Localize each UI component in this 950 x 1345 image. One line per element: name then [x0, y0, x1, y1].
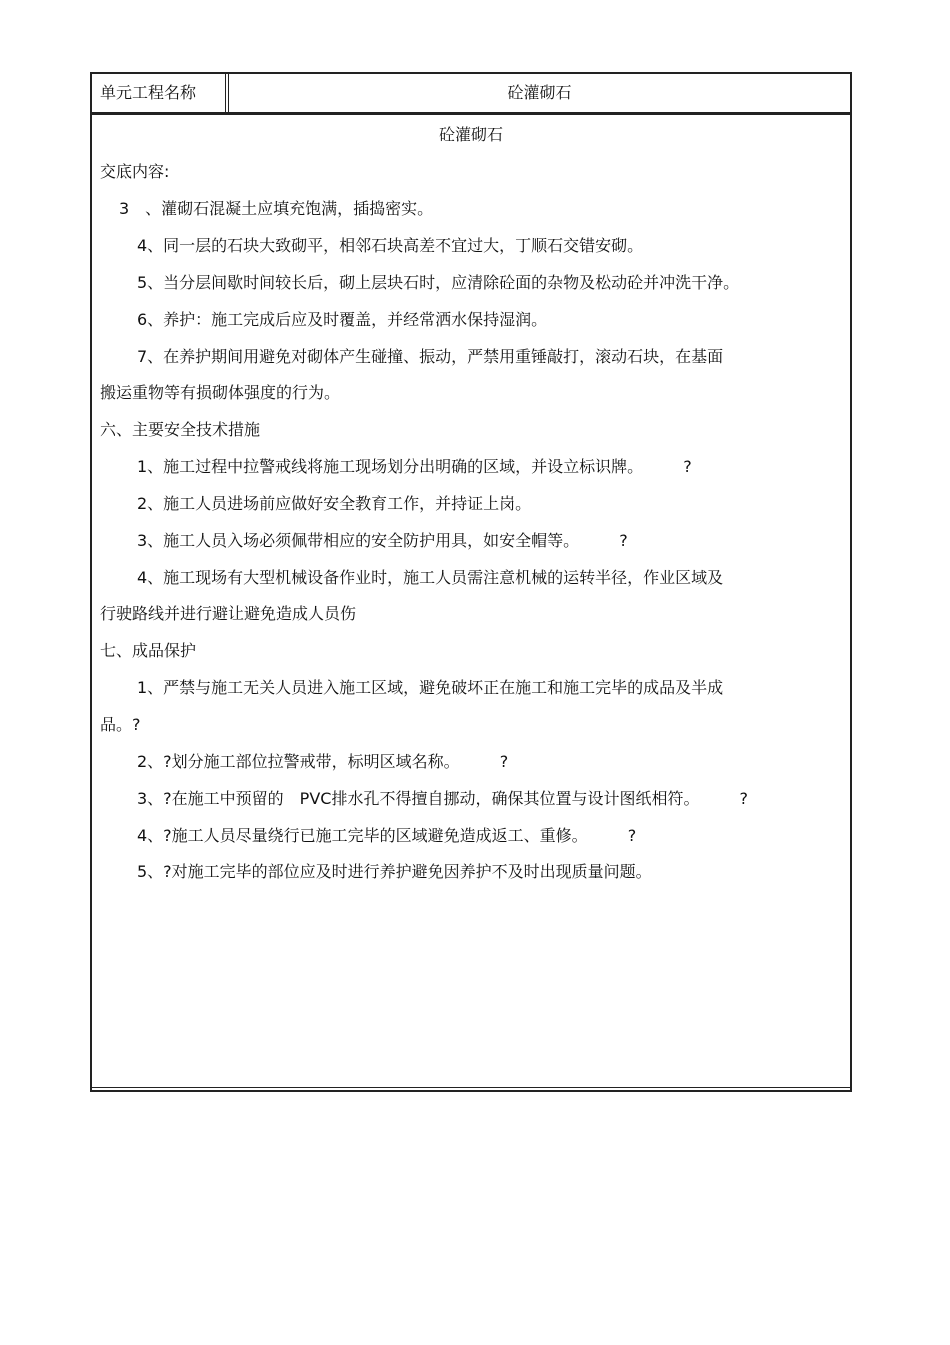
safety-item-4-continued: 行驶路线并进行避让避免造成人员伤	[100, 604, 357, 623]
briefing-heading: 交底内容:	[100, 162, 170, 181]
item-6: 6、养护：施工完成后应及时覆盖，并经常洒水保持湿润。	[137, 310, 548, 329]
safety-item-1: 1、施工过程中拉警戒线将施工现场划分出明确的区域，并设立标识牌。 ?	[137, 457, 692, 476]
item-7: 7、在养护期间用避免对砌体产生碰撞、振动，严禁用重锤敲打，滚动石块，在基面	[137, 347, 724, 366]
content-title: 砼灌砌石	[438, 125, 503, 144]
safety-item-3: 3、施工人员入场必须佩带相应的安全防护用具，如安全帽等。 ?	[137, 531, 628, 550]
protection-item-2: 2、?划分施工部位拉警戒带，标明区域名称。 ?	[137, 752, 509, 771]
item-5: 5、当分层间歇时间较长后，砌上层块石时，应清除砼面的杂物及松动砼并冲洗干净。	[137, 273, 740, 292]
protection-item-1: 1、严禁与施工无关人员进入施工区域，避免破坏正在施工和施工完毕的成品及半成	[137, 678, 724, 697]
header-row	[92, 74, 850, 114]
project-name-value: 砼灌砌石	[507, 83, 572, 102]
protection-item-4: 4、?施工人员尽量绕行已施工完毕的区域避免造成返工、重修。 ?	[137, 826, 637, 845]
item-7-continued: 搬运重物等有损砌体强度的行为。	[100, 383, 341, 402]
protection-item-5: 5、?对施工完毕的部位应及时进行养护避免因养护不及时出现质量问题。	[137, 862, 652, 881]
project-name-label: 单元工程名称	[92, 74, 229, 112]
content-cell	[92, 114, 850, 1090]
document-table	[90, 72, 852, 1092]
section-safety-heading: 六、主要安全技术措施	[100, 420, 261, 439]
item-4: 4、同一层的石块大致砌平，相邻石块高差不宜过大，丁顺石交错安砌。	[137, 236, 644, 255]
safety-item-2: 2、施工人员进场前应做好安全教育工作，并持证上岗。	[137, 494, 532, 513]
item-3: 3 、灌砌石混凝土应填充饱满，插捣密实。	[119, 199, 434, 218]
protection-item-3: 3、?在施工中预留的 PVC排水孔不得擅自挪动，确保其位置与设计图纸相符。 ?	[137, 789, 748, 808]
section-protection-heading: 七、成品保护	[100, 641, 197, 660]
safety-item-4: 4、施工现场有大型机械设备作业时，施工人员需注意机械的运转半径，作业区域及	[137, 568, 724, 587]
protection-item-1-continued: 品。?	[100, 715, 141, 734]
